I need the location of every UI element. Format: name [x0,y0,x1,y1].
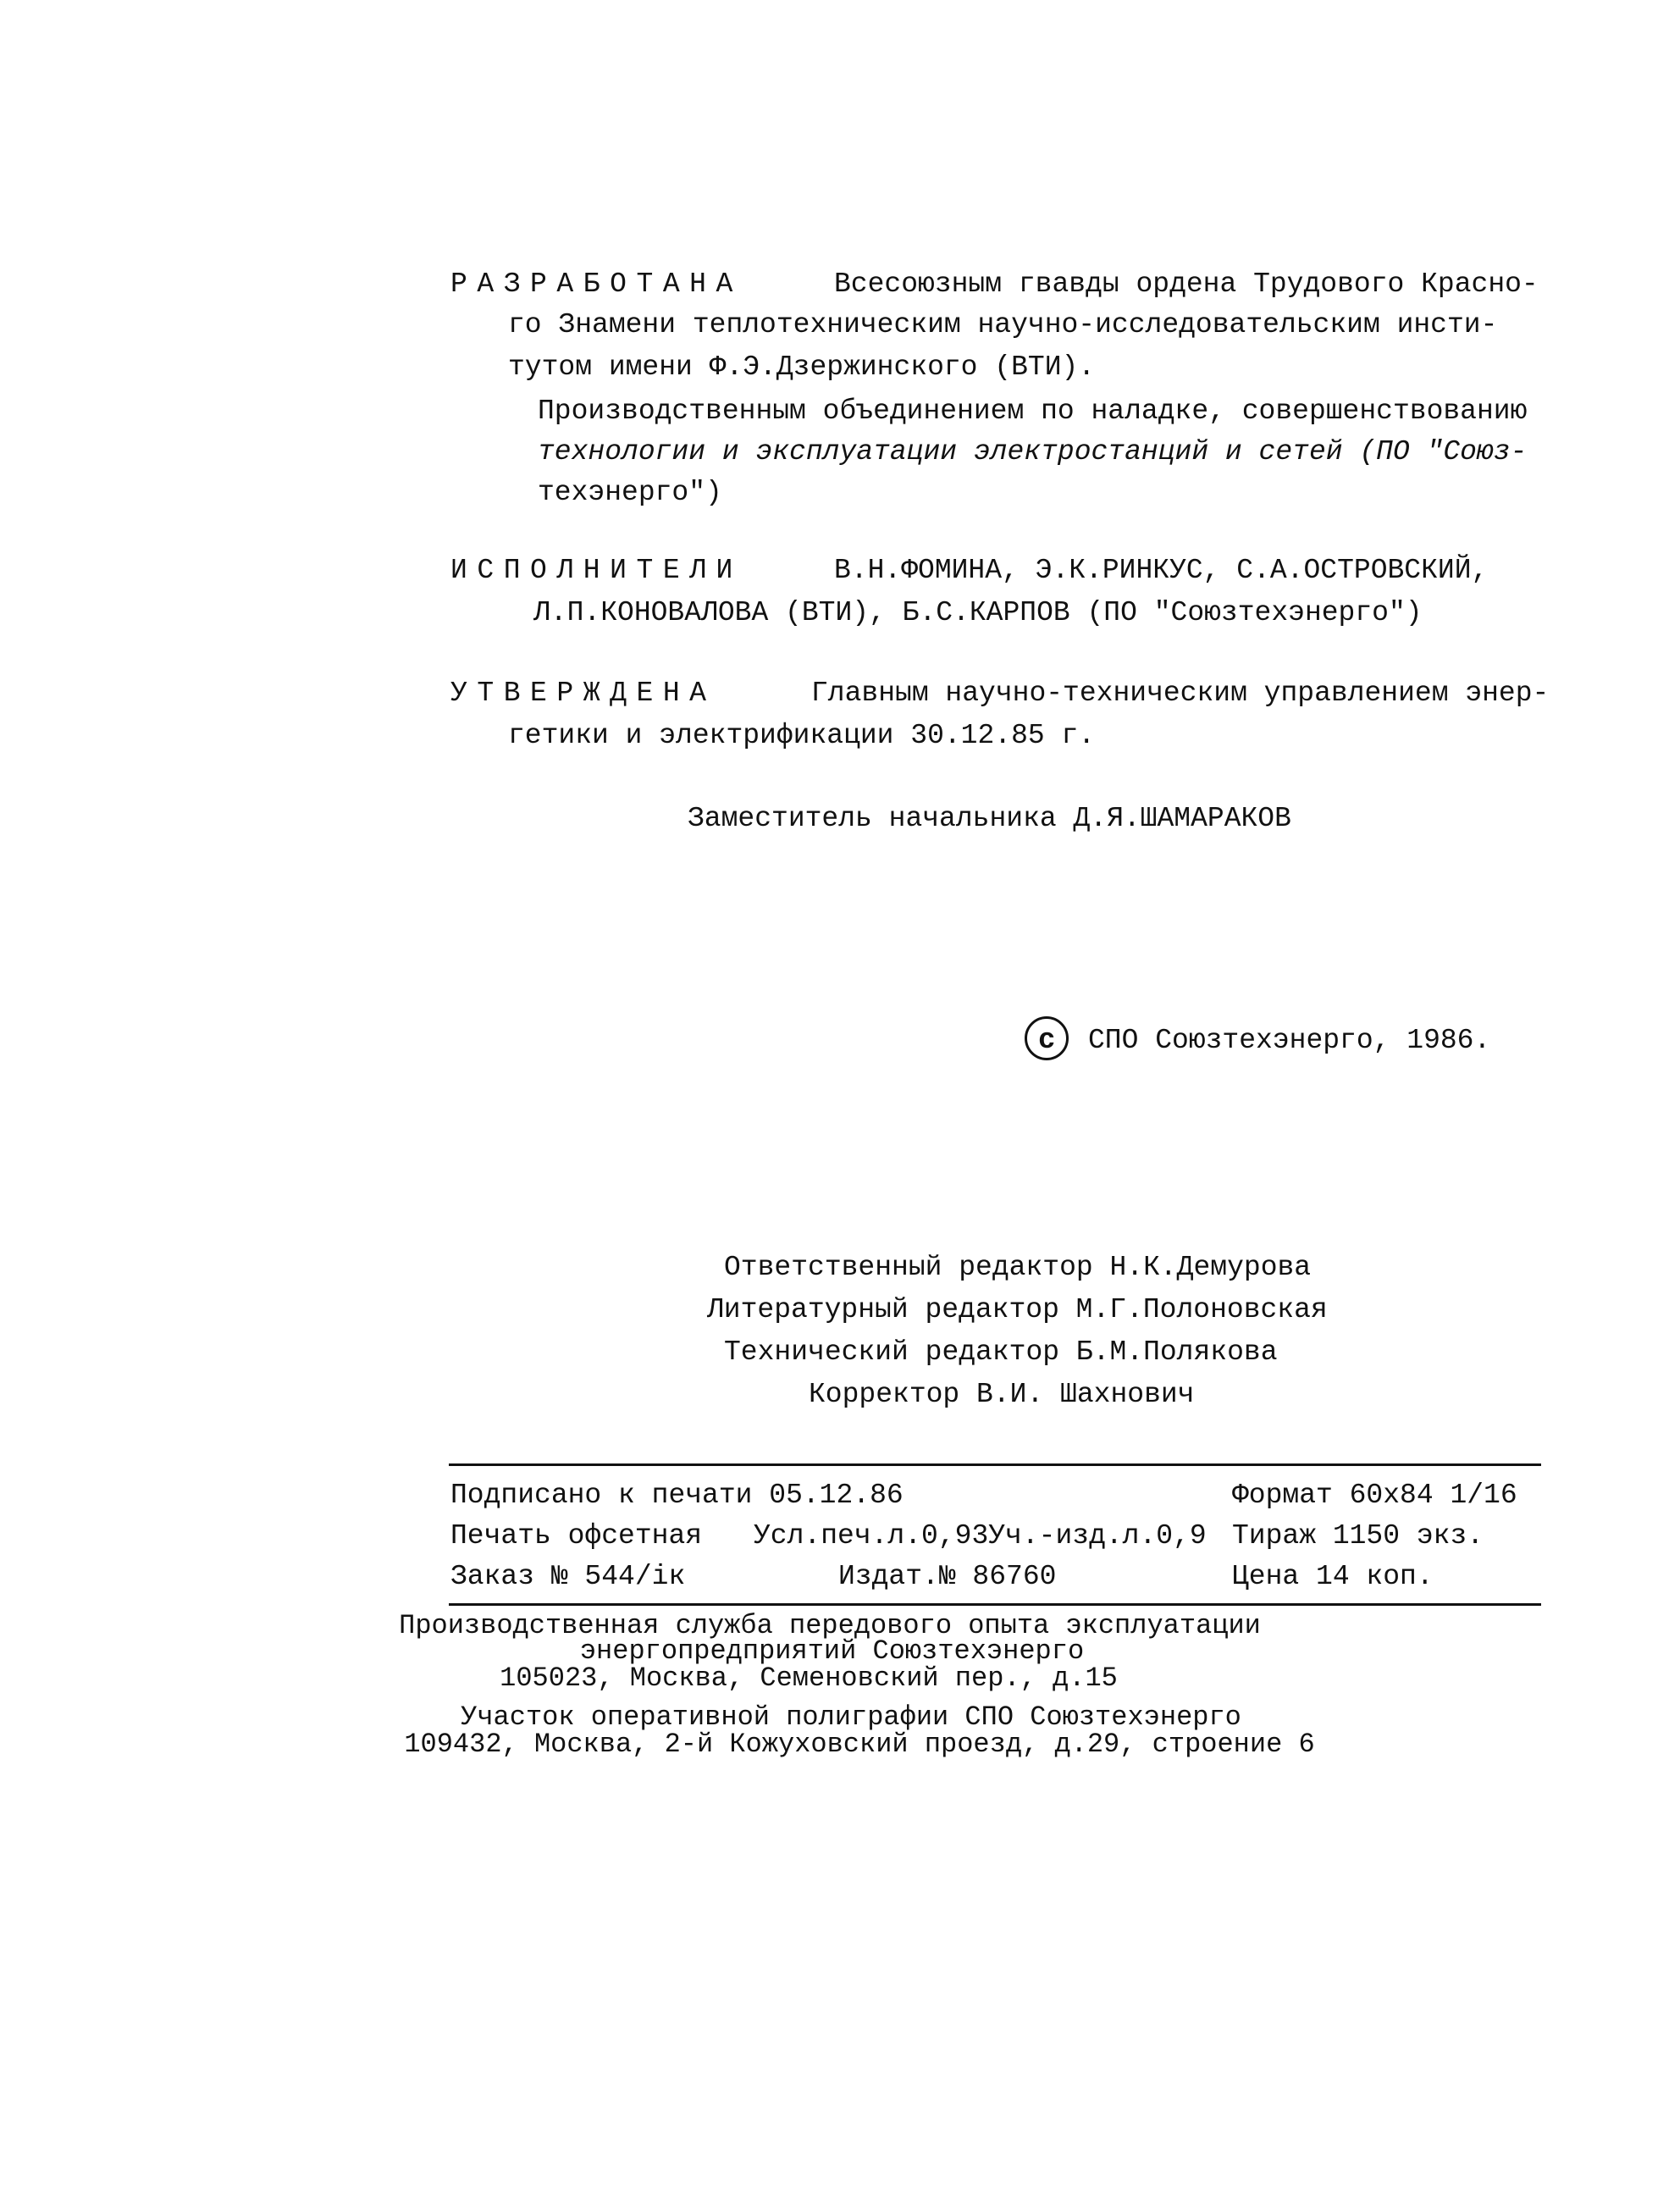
executors-line: В.Н.ФОМИНА, Э.К.РИНКУС, С.А.ОСТРОВСКИЙ, [834,555,1489,586]
publisher-line: энергопредприятий Союзтехэнерго [579,1635,1085,1667]
print-sheets: Усл.печ.л.0,93Уч.-изд.л.0,9 [754,1520,1207,1552]
signed-to-print: Подписано к печати 05.12.86 [450,1480,904,1511]
developed-line: Всесоюзным гвавды ордена Трудового Красно- [834,268,1539,300]
print-run: Тираж 1150 экз. [1232,1520,1484,1552]
editor-line: Литературный редактор М.Г.Полоновская [707,1294,1328,1325]
publication-number: Издат.№ 86760 [838,1561,1057,1592]
top-rule [449,1463,1541,1466]
paper-format: Формат 60х84 1/16 [1232,1480,1517,1511]
executors-line: Л.П.КОНОВАЛОВА (ВТИ), Б.С.КАРПОВ (ПО "Союзтехэнерго") [533,597,1423,628]
copyright-text: СПО Союзтехэнерго, 1986. [1088,1025,1491,1056]
developed-line: тутом имени Ф.Э.Дзержинского (ВТИ). [508,351,1096,383]
developed-label: РАЗРАБОТАНА [450,268,743,300]
editor-line: Ответственный редактор Н.К.Демурова [724,1252,1312,1283]
printer-line: 109432, Москва, 2-й Кожуховский проезд, д.29, строение 6 [404,1729,1315,1760]
publisher-line: Производственная служба передового опыта эксплуатации [399,1610,1261,1641]
copyright-icon: c [1025,1016,1069,1060]
order-number: Заказ № 544/ік [450,1561,686,1592]
price: Цена 14 коп. [1232,1561,1434,1592]
executors-label: ИСПОЛНИТЕЛИ [450,555,743,586]
bottom-rule [449,1603,1541,1606]
deputy-signature: Заместитель начальника Д.Я.ШАМАРАКОВ [688,803,1291,834]
approved-label: УТВЕРЖДЕНА [450,678,716,709]
approved-line: Главным научно-техническим управлением энер- [811,678,1550,709]
printer-line: Участок оперативной полиграфии СПО Союзтехэнерго [461,1701,1241,1733]
developed-line: го Знамени теплотехническим научно-исследовательским инсти- [508,309,1498,340]
developed-line: Производственным объединением по наладке, совершенствованию [538,396,1528,427]
developed-line: технологии и эксплуатации электростанций и сетей (ПО "Союз- [538,436,1528,468]
publisher-line: 105023, Москва, Семеновский пер., д.15 [500,1663,1118,1694]
print-type: Печать офсетная [450,1520,703,1552]
developed-line: техэнерго") [538,477,722,508]
editor-line: Технический редактор Б.М.Полякова [724,1336,1278,1368]
editor-line: Корректор В.И. Шахнович [809,1379,1195,1410]
approved-line: гетики и электрификации 30.12.85 г. [508,720,1096,751]
